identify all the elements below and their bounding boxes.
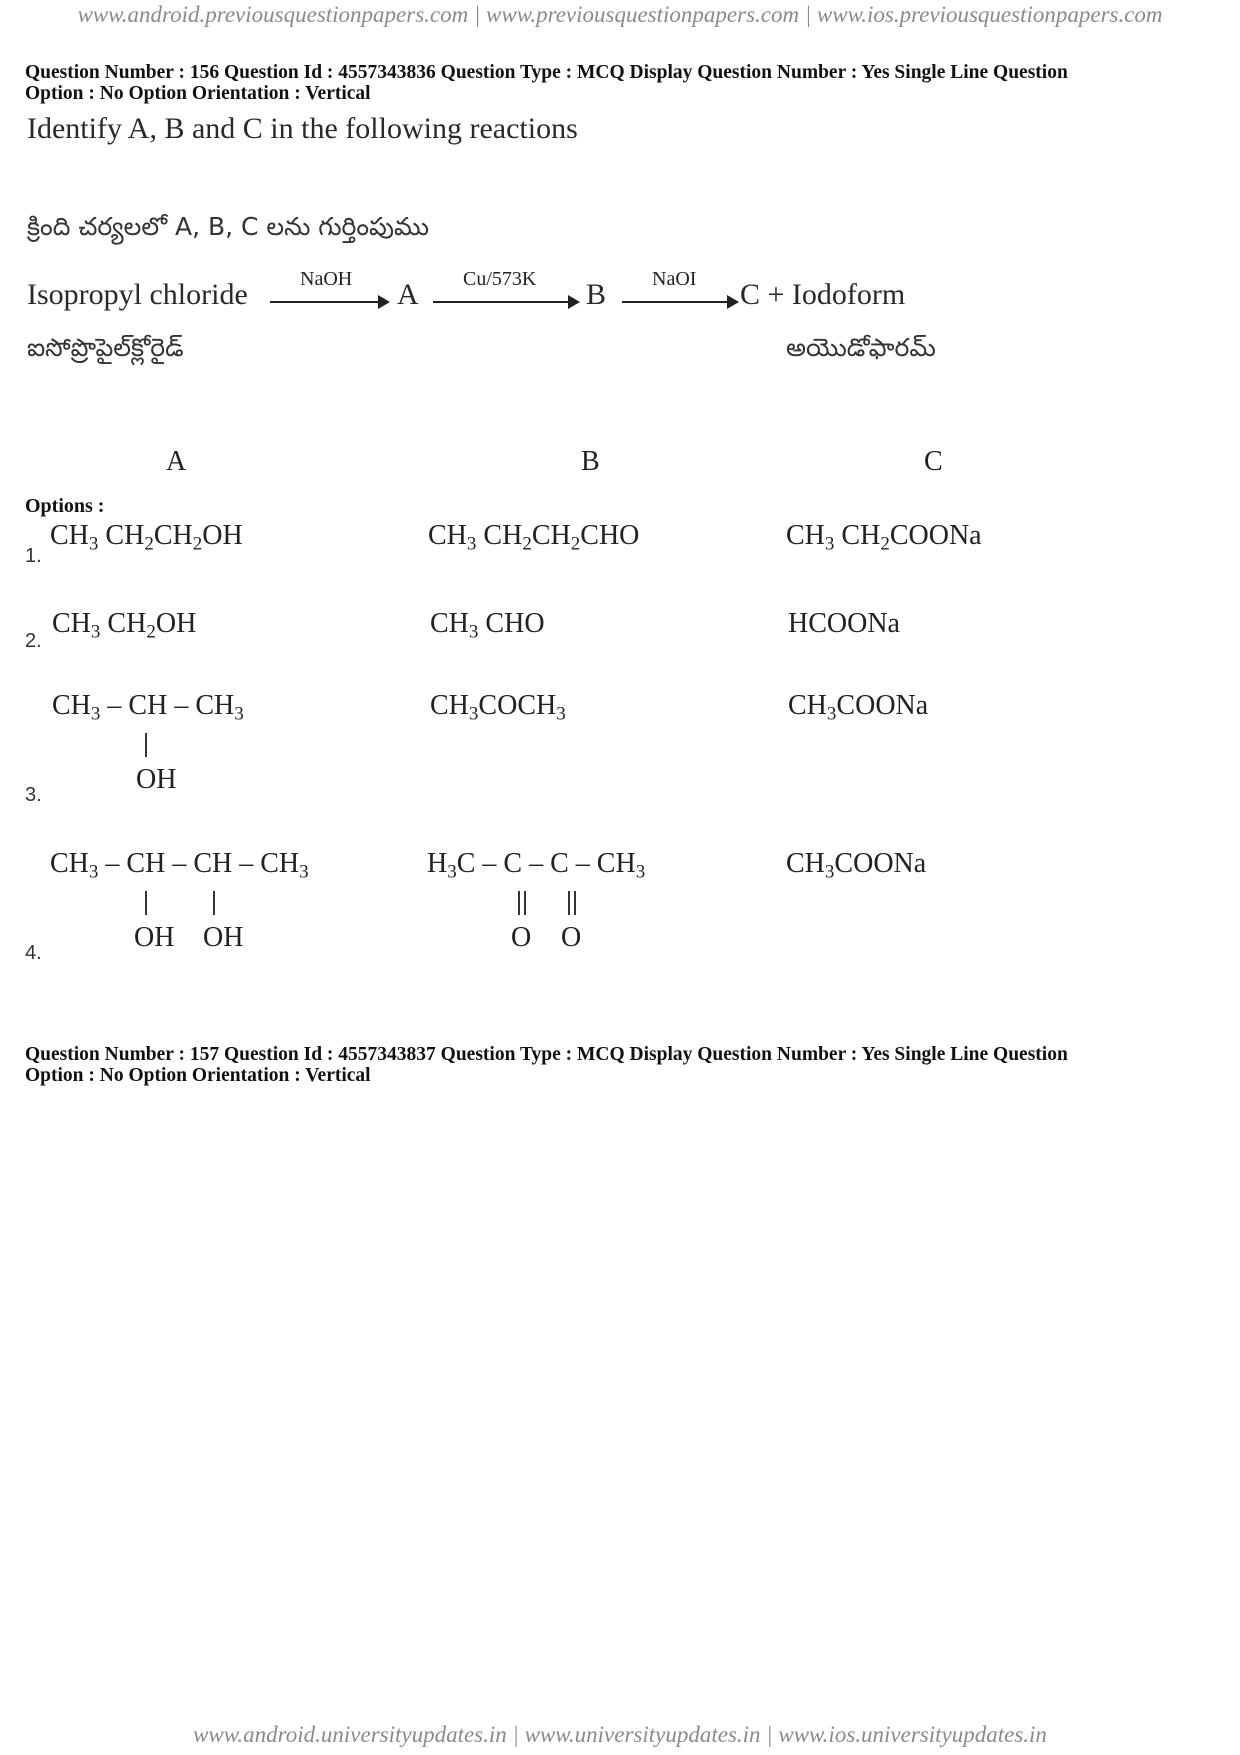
option-4-number[interactable]: 4. xyxy=(25,942,42,964)
product-b: B xyxy=(586,278,607,311)
reagent-naoi: NaOI xyxy=(652,268,697,290)
option-4-b-double-bond-1a xyxy=(518,891,520,915)
question-156-meta-line1: Question Number : 156 Question Id : 4557343836 Question Type : MCQ Display Question Number : Yes Single Line Question xyxy=(25,62,1068,83)
product-c-iodoform: C + Iodoform xyxy=(740,278,906,311)
option-3-b: $CH_3COCH_3$ xyxy=(430,690,566,725)
option-3-number[interactable]: 3. xyxy=(25,784,42,806)
option-1-b: $CH_3$ $CH_2CH_2CHO$ xyxy=(428,520,640,555)
column-heading-a: A xyxy=(166,446,187,477)
option-3-c: $CH_3COONa$ xyxy=(788,690,929,725)
reagent-naoh: NaOH xyxy=(300,268,353,290)
option-4-b-o-2: O xyxy=(561,922,582,953)
option-3-a-bond xyxy=(145,733,147,757)
header-links[interactable]: www.android.previousquestionpapers.com | www.previousquestionpapers.com | www.ios.previousquestionpapers.com xyxy=(77,2,1163,27)
column-heading-c: C xyxy=(924,446,943,477)
option-1-a[interactable]: $CH_3$ $CH_2CH_2OH$ xyxy=(50,520,243,555)
question-156-meta-line2: Option : No Option Orientation : Vertical xyxy=(25,83,371,104)
option-4-a-bond-2 xyxy=(213,891,215,915)
reaction-arrow-2 xyxy=(433,301,578,303)
option-4-a-oh-1: OH xyxy=(134,922,175,953)
question-157-meta-line1: Question Number : 157 Question Id : 4557343837 Question Type : MCQ Display Question Number : Yes Single Line Question xyxy=(25,1044,1068,1065)
option-1-number[interactable]: 1. xyxy=(25,545,42,567)
question-157-meta xyxy=(25,1044,1215,1086)
iodoform-telugu: అయొడోఫారమ్ xyxy=(786,333,936,362)
column-heading-b: B xyxy=(581,446,600,477)
option-1-c: $CH_3$ $CH_2COONa$ xyxy=(786,520,982,555)
question-text-telugu: క్రింది చర్యలలో A, B, C లను గుర్తింపుము xyxy=(27,212,430,241)
option-2-b: $CH_3$ CHO xyxy=(430,608,545,643)
question-157-meta-line2: Option : No Option Orientation : Vertical xyxy=(25,1065,371,1086)
option-4-a-bond-1 xyxy=(145,891,147,915)
option-2-number[interactable]: 2. xyxy=(25,630,42,652)
option-4-c: $CH_3COONa$ xyxy=(786,848,927,883)
option-4-a[interactable]: $CH_3$ – CH – CH – $CH_3$ xyxy=(50,848,309,883)
option-4-b: $H_3C$ – C – C – $CH_3$ xyxy=(427,848,646,883)
option-4-b-double-bond-1b xyxy=(524,891,526,915)
options-label: Options : xyxy=(25,495,105,517)
option-4-b-o-1: O xyxy=(511,922,532,953)
reaction-arrow-3 xyxy=(622,301,737,303)
reactant-isopropyl-chloride: Isopropyl chloride xyxy=(27,278,248,311)
question-text-english: Identify A, B and C in the following reactions xyxy=(27,112,578,145)
footer-links[interactable]: www.android.universityupdates.in | www.universityupdates.in | www.ios.universityupdates.in xyxy=(193,1722,1047,1747)
option-2-c: HCOONa xyxy=(788,608,900,639)
option-2-a[interactable]: $CH_3$ $CH_2OH$ xyxy=(52,608,197,643)
option-4-b-double-bond-2a xyxy=(568,891,570,915)
product-a: A xyxy=(397,278,419,311)
reaction-arrow-1 xyxy=(270,301,388,303)
option-3-a[interactable]: $CH_3$ – CH – $CH_3$ xyxy=(52,690,244,725)
option-4-a-oh-2: OH xyxy=(203,922,244,953)
option-4-b-double-bond-2b xyxy=(574,891,576,915)
reactant-telugu: ఐసోప్రొపైల్‌క్లోరైడ్ xyxy=(27,333,184,362)
reagent-cu-573k: Cu/573K xyxy=(463,268,537,290)
option-3-a-oh: OH xyxy=(136,764,177,795)
question-156-meta xyxy=(25,62,1215,104)
